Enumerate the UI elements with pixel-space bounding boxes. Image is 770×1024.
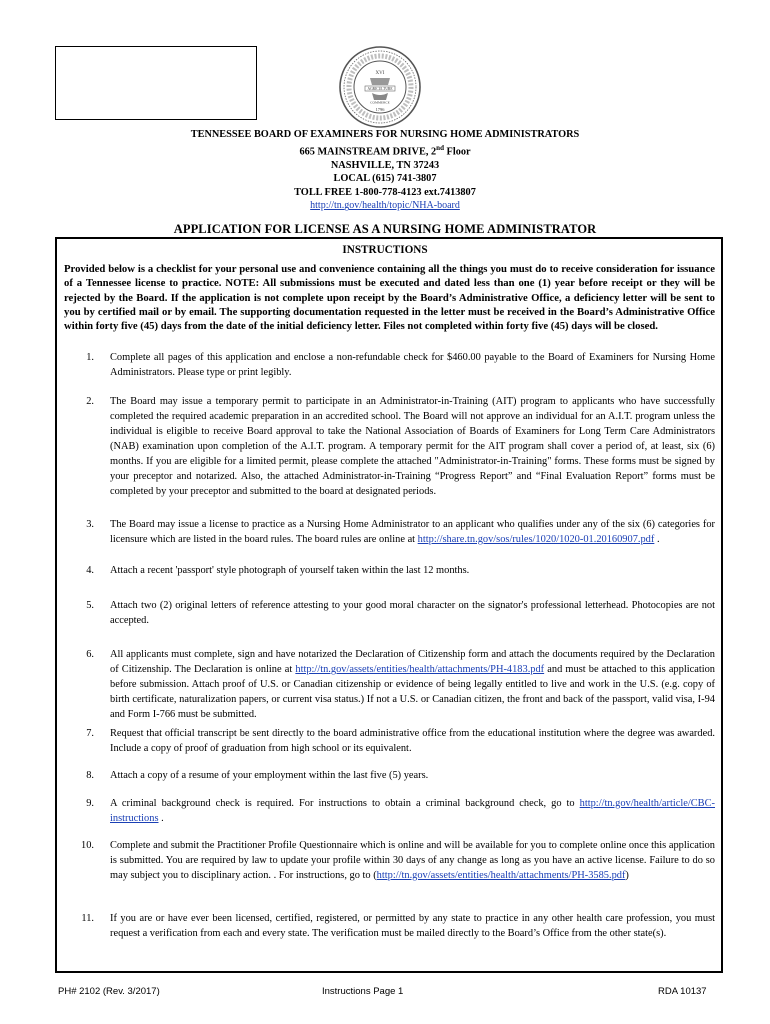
letterhead xyxy=(0,128,770,213)
seal-year: 1796 xyxy=(375,107,385,112)
instructions-heading: INSTRUCTIONS xyxy=(342,244,428,256)
toll-free-phone: TOLL FREE 1-800-778-4123 ext.7413807 xyxy=(294,186,476,198)
photo-box xyxy=(55,46,257,120)
org-name: TENNESSEE BOARD OF EXAMINERS FOR NURSING HOME ADMINISTRATORS xyxy=(190,129,580,140)
local-phone: LOCAL (615) 741-3807 xyxy=(333,173,437,185)
profile-instructions-link[interactable]: http://tn.gov/assets/entities/health/attachments/PH-3585.pdf xyxy=(376,870,626,881)
page-label: Instructions Page 1 xyxy=(322,986,404,997)
board-rules-link[interactable]: http://share.tn.gov/sos/rules/1020/1020-01.20160907.pdf xyxy=(417,534,655,545)
page-title: APPLICATION FOR LICENSE AS A NURSING HOME ADMINISTRATOR xyxy=(173,222,597,236)
citizenship-link[interactable]: http://tn.gov/assets/entities/health/attachments/PH-4183.pdf xyxy=(295,664,545,675)
address: 665 MAINSTREAM DRIVE, 2nd Floor xyxy=(299,143,471,158)
seal-top: XVI xyxy=(375,71,385,76)
intro-paragraph: Provided below is a checklist for your personal use and convenience containing all the things you must do to receive consideration for issuance of a Tennessee license to practice. NOTE: All submissions must be executed and dated less than one (1) year before receipt or they will be rejected by the Board. If the application is not complete upon receipt by the Board’s Administrative Office, a deficiency letter will be sent to you by certified mail or by email. The supporting documentation requested in the letter must be received in the Board’s Administrative Office within forty five (45) days from the date of the initial deficiency letter. Files not completed within forty five (45) days will be closed. xyxy=(64,263,715,333)
city: NASHVILLE, TN 37243 xyxy=(330,159,440,171)
cbc-instructions-link[interactable]: http://tn.gov/health/article/CBC-instructions xyxy=(110,798,715,824)
form-number: PH# 2102 (Rev. 3/2017) xyxy=(58,986,160,997)
seal-commerce: COMMERCE xyxy=(370,100,390,105)
seal-agriculture: AGRICULTURE xyxy=(367,87,393,91)
board-website-link[interactable]: http://tn.gov/health/topic/NHA-board xyxy=(310,200,460,212)
rda-number: RDA 10137 xyxy=(658,986,707,997)
state-seal xyxy=(338,45,422,129)
